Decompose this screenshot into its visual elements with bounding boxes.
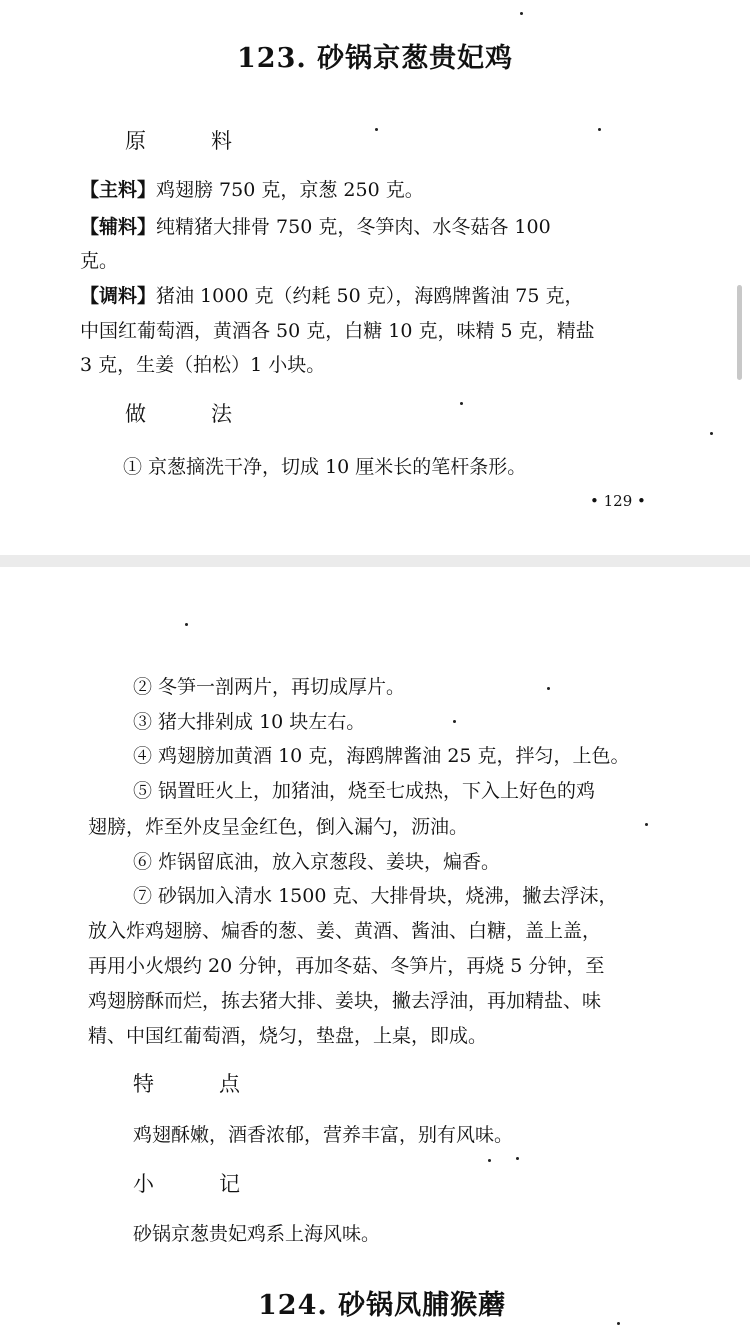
- next-recipe-title: 124. 砂锅凤脯猴蘑: [258, 1290, 507, 1321]
- page-number: • 129 •: [590, 492, 646, 510]
- scrollbar[interactable]: [737, 285, 742, 380]
- main-ingredients-line: [80, 175, 424, 202]
- scan-speck: [460, 402, 463, 405]
- seasoning-line: [80, 281, 583, 308]
- step-6: ⑥ 炸锅留底油，放入京葱段、姜块，煸香。: [133, 851, 501, 873]
- main-ingredients-label: 【主料】: [80, 179, 157, 201]
- aux-ingredients-line-2: 克。: [80, 250, 119, 272]
- scan-speck: [516, 1157, 519, 1160]
- recipe-title: 123. 砂锅京葱贵妃鸡: [237, 43, 514, 74]
- seasoning-text: 猪油 1000 克（约耗 50 克），海鸥牌酱油 75 克，: [156, 285, 584, 307]
- notes-heading: 小 记: [133, 1172, 262, 1196]
- step-7-line-4: 鸡翅膀酥而烂，拣去猪大排、姜块，撇去浮油，再加精盐、味: [88, 990, 602, 1012]
- scan-speck: [547, 687, 550, 690]
- notes-text: 砂锅京葱贵妃鸡系上海风味。: [133, 1223, 381, 1245]
- main-ingredients-text: 鸡翅膀 750 克，京葱 250 克。: [156, 179, 424, 201]
- step-7: ⑦ 砂锅加入清水 1500 克、大排骨块，烧沸，撇去浮沫，: [133, 885, 618, 907]
- scan-speck: [453, 720, 456, 723]
- scan-speck: [645, 823, 648, 826]
- scan-speck: [520, 12, 523, 15]
- scan-speck: [598, 128, 601, 131]
- scan-speck: [617, 1322, 620, 1325]
- book-page-129: [0, 0, 750, 555]
- step-3: ③ 猪大排剁成 10 块左右。: [133, 711, 366, 733]
- step-5-line-2: 翅膀，炸至外皮呈金红色，倒入漏勺，沥油。: [88, 816, 469, 838]
- scan-speck: [710, 432, 713, 435]
- step-7-line-2: 放入炸鸡翅膀、煸香的葱、姜、黄酒、酱油、白糖，盖上盖，: [88, 920, 602, 942]
- step-1: ① 京葱摘洗干净，切成 10 厘米长的笔杆条形。: [123, 456, 527, 478]
- scan-speck: [488, 1159, 491, 1162]
- page-separator: [0, 555, 750, 567]
- aux-ingredients-text: 纯精猪大排骨 750 克，冬笋肉、水冬菇各 100: [156, 216, 551, 238]
- step-5: ⑤ 锅置旺火上，加猪油，烧至七成热，下入上好色的鸡: [133, 780, 596, 802]
- step-7-line-3: 再用小火煨约 20 分钟，再加冬菇、冬笋片，再烧 5 分钟，至: [88, 955, 605, 977]
- features-text: 鸡翅酥嫩，酒香浓郁，营养丰富，别有风味。: [133, 1124, 514, 1146]
- seasoning-line-3: 3 克，生姜（拍松）1 小块。: [80, 354, 326, 376]
- seasoning-label: 【调料】: [80, 285, 157, 307]
- step-4: ④ 鸡翅膀加黄酒 10 克，海鸥牌酱油 25 克，拌匀，上色。: [133, 745, 630, 767]
- scan-speck: [185, 623, 188, 626]
- seasoning-line-2: 中国红葡萄酒，黄酒各 50 克，白糖 10 克，味精 5 克，精盐: [80, 320, 595, 342]
- book-page-130: [0, 567, 750, 1334]
- aux-ingredients-label: 【辅料】: [80, 216, 157, 238]
- step-7-line-5: 精、中国红葡萄酒，烧匀，垫盘，上桌，即成。: [88, 1025, 488, 1047]
- method-heading: 做 法: [125, 402, 254, 426]
- features-heading: 特 点: [133, 1072, 262, 1096]
- step-2: ② 冬笋一剖两片，再切成厚片。: [133, 676, 406, 698]
- aux-ingredients-line: [80, 212, 551, 239]
- ingredients-heading: 原 料: [125, 129, 254, 153]
- scan-speck: [375, 128, 378, 131]
